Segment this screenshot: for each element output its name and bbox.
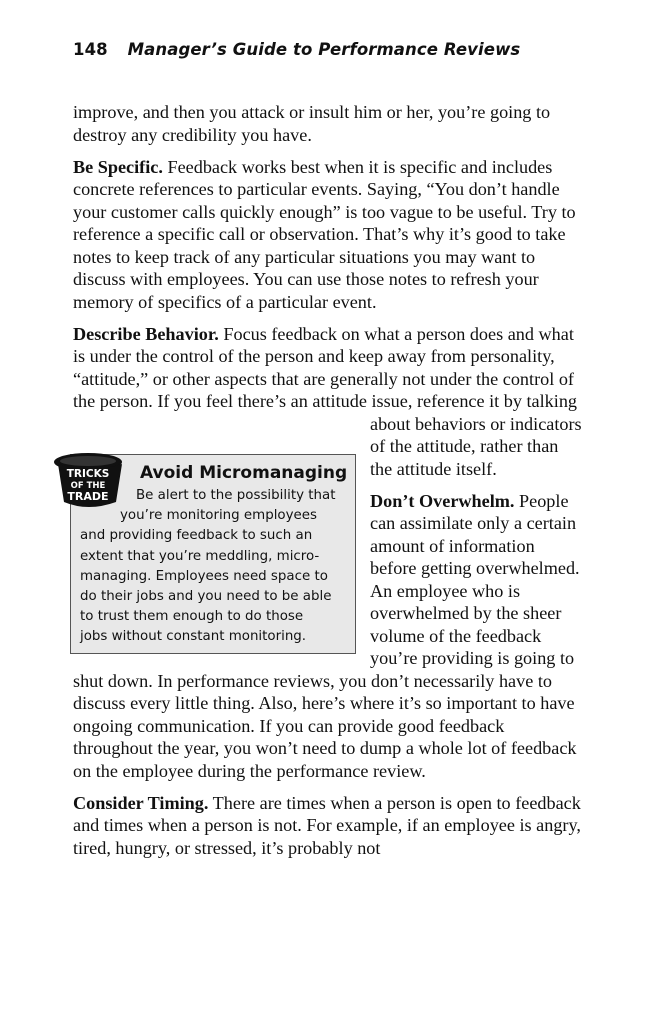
- svg-text:OF THE: OF THE: [70, 481, 106, 491]
- sidebar-text: [80, 486, 352, 648]
- sidebar-line: jobs without constant monitoring.: [80, 629, 307, 645]
- svg-text:TRICKS: TRICKS: [66, 468, 110, 480]
- paragraph-be-specific: [73, 156, 585, 314]
- sidebar-line: extent that you’re meddling, micro-: [80, 548, 320, 564]
- consider-timing-heading: Consider Timing.: [73, 792, 209, 813]
- sidebar-line: and providing feedback to such an: [80, 528, 313, 544]
- be-specific-text: Feedback works best when it is specific and includes concrete references to particular events. Saying, “You don’t handle your customer calls quickly enough” is too vague to be useful. Try to reference a specific call or observation. That’s why it’s good to take notes to keep track of any particular situations you may want to discuss with employees. You can use those notes to refresh your memory of specifics of a particular event.: [73, 156, 576, 312]
- sidebar-line: to trust them enough to do those: [80, 609, 304, 625]
- page-number: 148: [73, 40, 108, 59]
- consider-timing-text: There are times when a person is open to feedback and times when a person is not. For example, if an employee is angry, tired, hungry, or stressed, it’s probably not: [73, 792, 581, 858]
- describe-behavior-text-wrapped: issue, reference it by talking about behaviors or indicators of the attitude, rather than the attitude itself.: [370, 391, 582, 479]
- sidebar-line: Be alert to the possibility that: [136, 488, 336, 503]
- describe-behavior-heading: Describe Behavior.: [73, 323, 219, 344]
- dont-overwhelm-text: People can assimilate only a certain amount of information before getting overwhelmed. An employee who is overwhelmed by the sheer volume of the feedback you’re providing is going to shut down. In performance reviews, you don’t necessarily have to discuss every little thing. Also, here’s where it’s so important to have ongoing communication. If you can provide good feedback throughout the year, you won’t need to dump a whole lot of feedback on the employee during the performance review.: [73, 490, 580, 781]
- describe-behavior-text: Focus feedback on what a person does and what is under the control of the person and keep away from personality, “attitude,” or other aspects that are generally not under the control of the person. If you feel there’s an attitude: [73, 323, 574, 411]
- sidebar-line: managing. Employees need space to: [80, 568, 328, 584]
- sidebar-line: do their jobs and you need to be able: [80, 589, 332, 605]
- sidebar-title: Avoid Micromanaging: [140, 463, 348, 483]
- paragraph-continuation: [73, 101, 585, 146]
- dont-overwhelm-heading: Don’t Overwhelm.: [370, 490, 515, 511]
- book-title: Manager’s Guide to Performance Reviews: [127, 40, 521, 59]
- paragraph-consider-timing: [73, 792, 585, 860]
- running-head: [73, 40, 520, 59]
- sidebar-line: you’re monitoring employees: [120, 508, 317, 524]
- continuation-text: improve, and then you attack or insult him or her, you’re going to destroy any credibility you have.: [73, 102, 551, 145]
- be-specific-heading: Be Specific.: [73, 156, 163, 177]
- svg-text:TRADE: TRADE: [67, 490, 109, 503]
